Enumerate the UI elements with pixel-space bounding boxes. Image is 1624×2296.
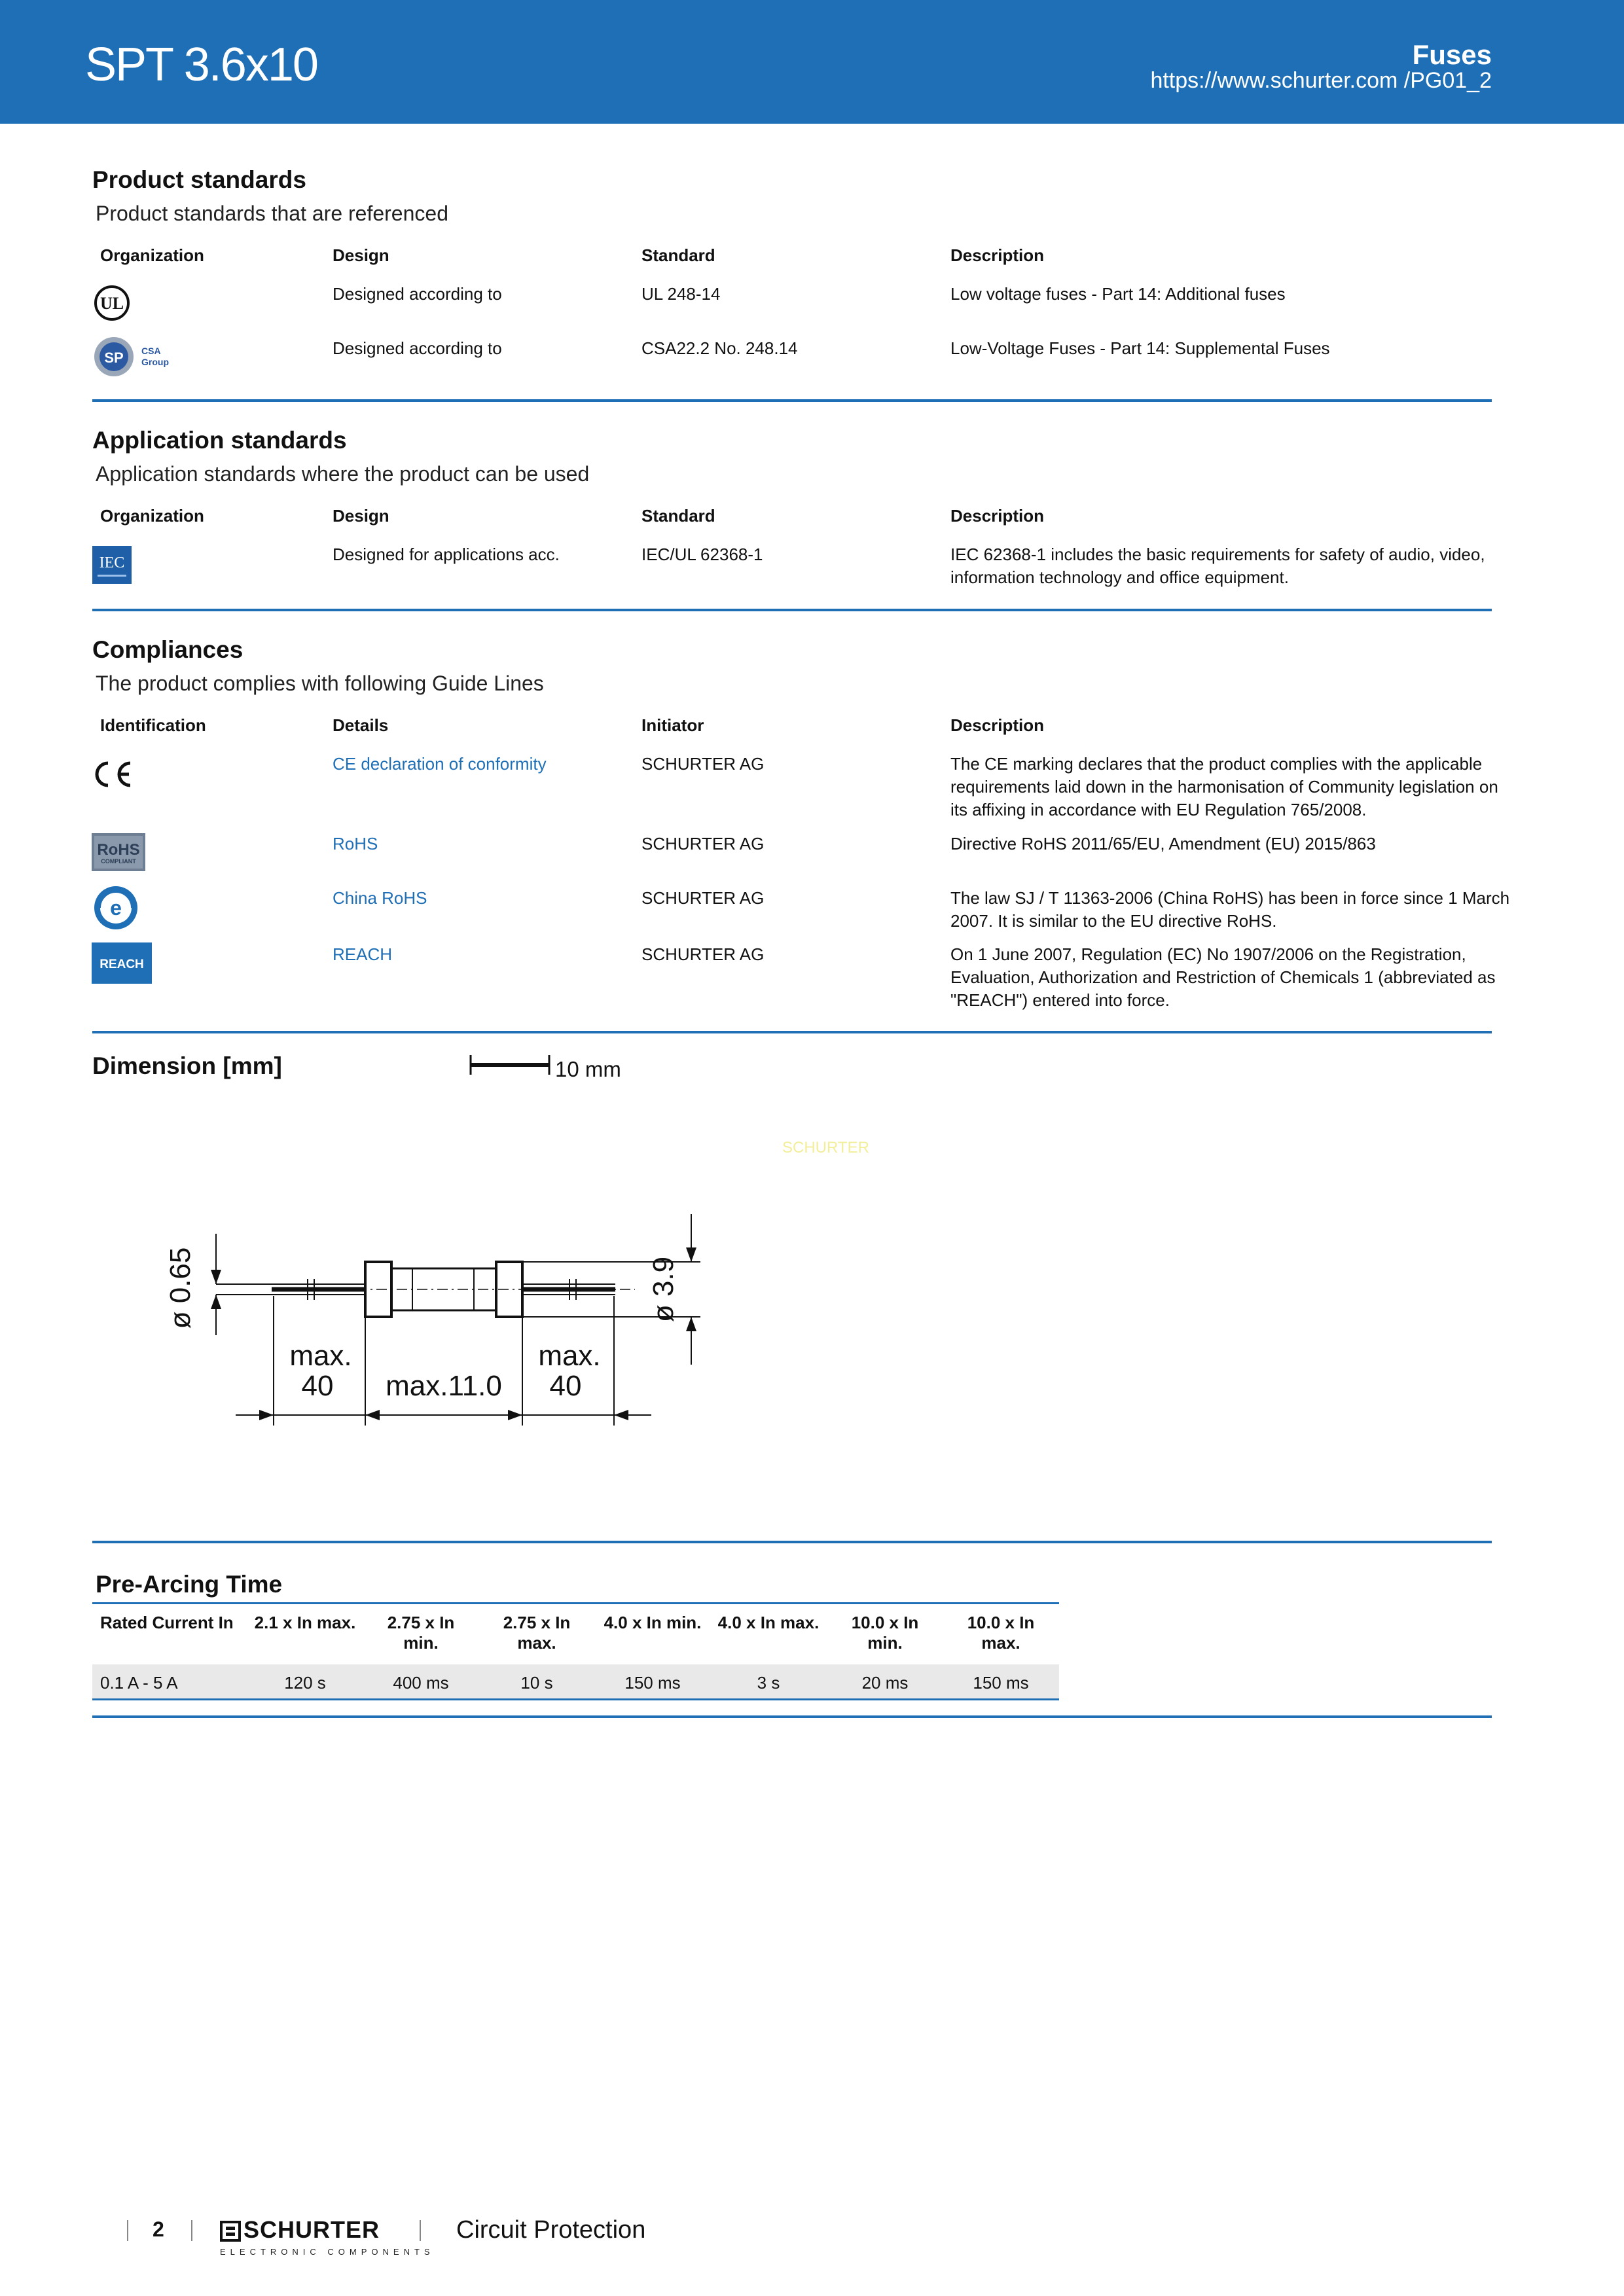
lead-right-label-b: 40 xyxy=(549,1370,582,1402)
application-standards-title: Application standards xyxy=(92,427,347,454)
reach-link[interactable]: REACH xyxy=(333,944,393,964)
ul-logo-icon xyxy=(93,284,131,322)
section-divider xyxy=(92,1031,1492,1033)
col-header: 2.1 x In max. xyxy=(254,1613,356,1632)
ps-row2-description: Low-Voltage Fuses - Part 14: Supplemental Fuses xyxy=(950,338,1330,358)
col-header: Rated Current In xyxy=(100,1613,234,1632)
lead-left-label-b: 40 xyxy=(301,1370,334,1402)
table-cell: 150 ms xyxy=(973,1673,1029,1693)
as-row1-description-l1: IEC 62368-1 includes the basic requirements for safety of audio, video, xyxy=(950,545,1485,564)
col-header: Design xyxy=(333,245,389,265)
ps-row1-design: Designed according to xyxy=(333,284,502,304)
svg-text:SP: SP xyxy=(104,350,124,366)
dimension-title: Dimension [mm] xyxy=(92,1052,282,1079)
ps-row1-standard: UL 248-14 xyxy=(641,284,721,304)
table-cell: 150 ms xyxy=(624,1673,681,1693)
ps-row2-design: Designed according to xyxy=(333,338,502,358)
as-row1-standard: IEC/UL 62368-1 xyxy=(641,545,763,564)
section-divider xyxy=(92,609,1492,611)
ps-row2-standard: CSA22.2 No. 248.14 xyxy=(641,338,798,358)
col-header: Identification xyxy=(100,715,206,735)
section-divider xyxy=(92,1541,1492,1543)
body-diameter-label: ø 3.9 xyxy=(647,1256,679,1323)
col-header: 10.0 x In min. xyxy=(851,1613,919,1653)
svg-text:REACH: REACH xyxy=(99,958,144,971)
col-header: Description xyxy=(950,506,1045,526)
svg-text:CSA: CSA xyxy=(141,346,161,356)
footer-divider xyxy=(191,2220,192,2241)
col-header: Details xyxy=(333,715,389,735)
footer-tagline: Circuit Protection xyxy=(456,2216,646,2244)
lead-left-label-a: max. xyxy=(289,1340,352,1372)
china-rohs-logo-icon xyxy=(92,884,140,931)
lead-right-label-a: max. xyxy=(538,1340,601,1372)
wire-diameter-label: ø 0.65 xyxy=(164,1247,196,1329)
rohs-logo-icon xyxy=(92,833,145,871)
footer-divider xyxy=(420,2220,421,2241)
schurter-logo-icon xyxy=(220,2221,241,2242)
col-header: Organization xyxy=(100,506,204,526)
comp-row1-d2: requirements laid down in the harmonisation of Community legislation on xyxy=(950,777,1498,797)
body-length-label: max.11.0 xyxy=(386,1370,502,1402)
product-standards-title: Product standards xyxy=(92,166,306,193)
ce-declaration-link[interactable]: CE declaration of conformity xyxy=(333,754,547,774)
comp-row3-d2: 2007. It is similar to the EU directive RoHS. xyxy=(950,911,1277,931)
col-header: Organization xyxy=(100,245,204,265)
col-header: 2.75 x In max. xyxy=(503,1613,571,1653)
comp-row4-d1: On 1 June 2007, Regulation (EC) No 1907/2006 on the Registration, xyxy=(950,944,1466,964)
col-header: Description xyxy=(950,245,1045,265)
reach-logo-icon xyxy=(92,942,152,984)
comp-row1-d3: its affixing in accordance with EU Regulation 765/2008. xyxy=(950,800,1367,819)
comp-row3-d1: The law SJ / T 11363-2006 (China RoHS) has been in force since 1 March xyxy=(950,888,1510,908)
ce-mark-icon xyxy=(92,758,134,791)
page-number: 2 xyxy=(153,2217,164,2241)
col-header: 4.0 x In min. xyxy=(604,1613,702,1632)
iec-logo-icon xyxy=(92,546,132,584)
table-cell: 3 s xyxy=(757,1673,780,1693)
table-cell: 120 s xyxy=(284,1673,326,1693)
fuse-dimension-drawing xyxy=(157,1204,720,1440)
col-header: Standard xyxy=(641,506,715,526)
table-cell: 10 s xyxy=(520,1673,553,1693)
col-header: Design xyxy=(333,506,389,526)
china-rohs-link[interactable]: China RoHS xyxy=(333,888,427,908)
scale-label: 10 mm xyxy=(555,1057,621,1081)
rohs-link[interactable]: RoHS xyxy=(333,834,378,853)
product-standards-subtitle: Product standards that are referenced xyxy=(96,202,448,225)
watermark-text: SCHURTER xyxy=(782,1139,869,1157)
col-header: Description xyxy=(950,715,1045,735)
col-header: Initiator xyxy=(641,715,704,735)
application-standards-subtitle: Application standards where the product can be used xyxy=(96,462,590,486)
comp-row2-initiator: SCHURTER AG xyxy=(641,834,765,853)
comp-row3-initiator: SCHURTER AG xyxy=(641,888,765,908)
table-cell: 20 ms xyxy=(861,1673,909,1693)
col-header: 2.75 x In min. xyxy=(387,1613,455,1653)
comp-row4-d3: "REACH") entered into force. xyxy=(950,990,1170,1010)
col-header: 10.0 x In max. xyxy=(967,1613,1035,1653)
svg-text:IEC: IEC xyxy=(99,554,125,571)
section-divider xyxy=(92,1715,1492,1718)
svg-text:COMPLIANT: COMPLIANT xyxy=(101,858,136,865)
compliances-title: Compliances xyxy=(92,636,244,663)
as-row1-design: Designed for applications acc. xyxy=(333,545,560,564)
cell-rated-current: 0.1 A - 5 A xyxy=(100,1673,178,1693)
product-category: Fuses xyxy=(1412,39,1492,70)
col-header: Standard xyxy=(641,245,715,265)
comp-row1-d1: The CE marking declares that the product complies with the applicable xyxy=(950,754,1483,774)
comp-row4-initiator: SCHURTER AG xyxy=(641,944,765,964)
table-cell: 400 ms xyxy=(393,1673,449,1693)
compliances-subtitle: The product complies with following Guide Lines xyxy=(96,672,544,695)
product-url[interactable]: https://www.schurter.com /PG01_2 xyxy=(1150,68,1492,93)
scale-bar-icon xyxy=(469,1052,551,1077)
comp-row1-initiator: SCHURTER AG xyxy=(641,754,765,774)
brand-subtitle: ELECTRONIC COMPONENTS xyxy=(220,2247,435,2257)
comp-row2-d1: Directive RoHS 2011/65/EU, Amendment (EU) 2015/863 xyxy=(950,834,1376,853)
svg-text:RoHS: RoHS xyxy=(97,841,140,859)
as-row1-description-l2: information technology and office equipment. xyxy=(950,567,1289,587)
comp-row4-d2: Evaluation, Authorization and Restriction of Chemicals 1 (abbreviated as xyxy=(950,967,1496,987)
svg-text:Group: Group xyxy=(141,357,169,367)
svg-text:e: e xyxy=(110,896,122,920)
table-top-rule xyxy=(92,1602,1059,1604)
svg-text:UL: UL xyxy=(99,294,124,313)
pre-arcing-title: Pre-Arcing Time xyxy=(96,1571,283,1598)
section-divider xyxy=(92,399,1492,402)
brand-name: SCHURTER xyxy=(244,2216,380,2243)
col-header: 4.0 x In max. xyxy=(717,1613,820,1632)
footer-divider xyxy=(127,2220,128,2241)
product-title: SPT 3.6x10 xyxy=(85,39,317,91)
ps-row1-description: Low voltage fuses - Part 14: Additional fuses xyxy=(950,284,1286,304)
csa-logo-icon xyxy=(92,335,173,378)
